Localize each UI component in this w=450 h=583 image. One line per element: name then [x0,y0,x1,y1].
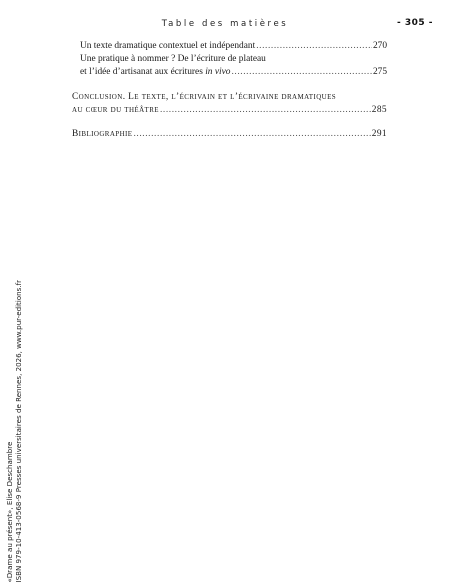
sidebar-line-isbn: ISBN 979-10-413-0568-9 Presses universitaires de Rennes, 2026, www.pur-editions.fr [14,280,23,583]
toc-entry-pratique-line1[interactable]: Une pratique à nommer ? De l’écriture de plateau [80,54,266,64]
toc-entry-title [80,66,230,79]
toc-entry-pratique-line2[interactable] [72,66,387,79]
toc-entry-conclusion-line2[interactable] [72,104,387,117]
dot-leader [256,40,372,53]
page-number: - 305 - [396,18,433,28]
toc-entry-page: 285 [371,105,387,115]
toc-entry-page: 291 [371,129,387,139]
dot-leader [160,104,371,117]
dot-leader [133,128,370,141]
toc-entry-title-italic: in vivo [205,67,231,77]
dot-leader [231,66,371,79]
toc-entry-page: 275 [372,67,387,77]
table-of-contents [72,40,387,141]
sidebar-line-title: «Drame au présent», Elise Deschambre [5,441,14,583]
toc-entry-bibliographie[interactable] [72,128,387,141]
toc-entry-title: Bibliographie [72,129,133,139]
running-title: Table des matières [161,19,289,29]
toc-entry-conclusion-line1[interactable]: Conclusion. Le texte, l’écrivain et l’écrivaine dramatiques [72,92,337,102]
toc-entry-page: 270 [372,41,387,51]
toc-entry-title: Un texte dramatique contextuel et indépendant [80,41,256,51]
toc-entry-title-part: et l’idée d’artisanat aux écritures [80,67,206,77]
toc-entry-texte-dramatique[interactable] [72,40,387,53]
toc-entry-title: au cœur du théâtre [72,105,159,115]
copyright-sidebar [5,280,23,583]
